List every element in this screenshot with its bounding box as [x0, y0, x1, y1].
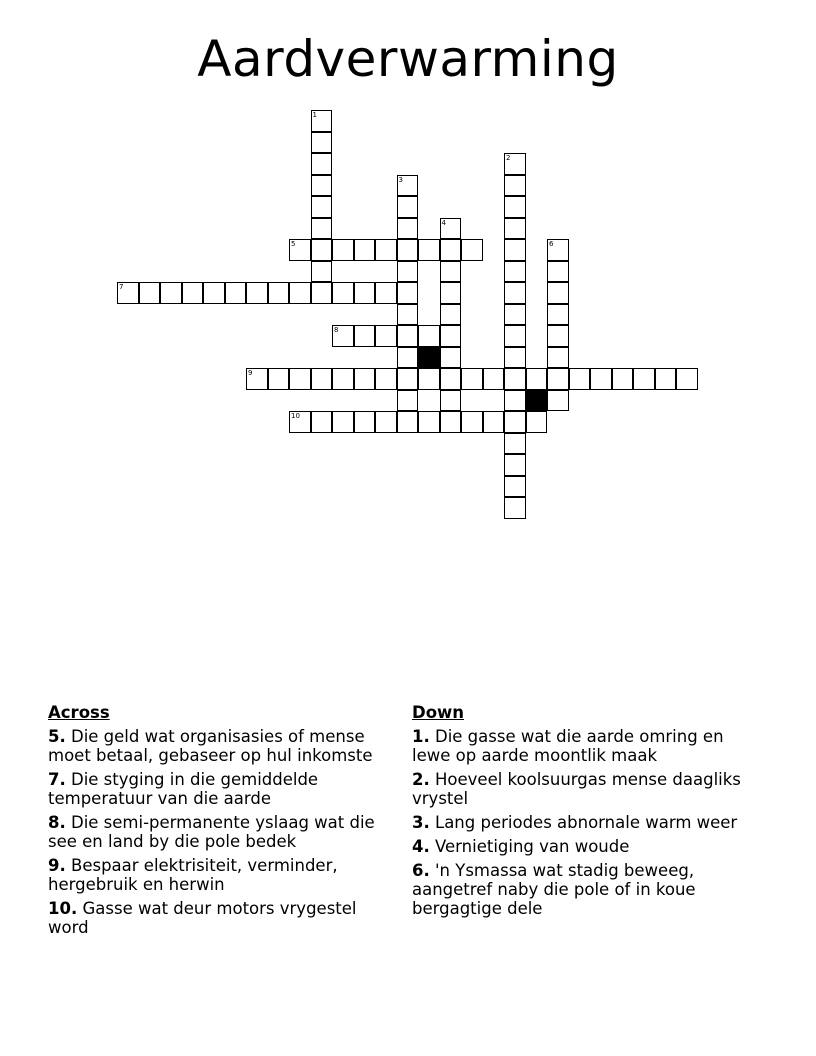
- clue-number: 10.: [48, 899, 78, 918]
- across-clue: [48, 813, 398, 851]
- clue-number: 7.: [48, 770, 66, 789]
- crossword-cell[interactable]: [504, 368, 526, 390]
- crossword-cell[interactable]: [504, 239, 526, 261]
- crossword-cell[interactable]: [440, 282, 462, 304]
- crossword-cell[interactable]: [547, 368, 569, 390]
- across-heading: Across: [48, 703, 110, 722]
- clue-number: 5.: [48, 727, 66, 746]
- crossword-cell[interactable]: [289, 239, 311, 261]
- clue-number: 6.: [412, 861, 430, 880]
- clue-number: 2.: [412, 770, 430, 789]
- clue-text: Vernietiging van woude: [435, 837, 630, 856]
- crossword-cell[interactable]: [332, 282, 354, 304]
- crossword-cell[interactable]: [504, 218, 526, 240]
- crossword-cell[interactable]: [676, 368, 698, 390]
- clue-text: Lang periodes abnornale warm weer: [435, 813, 738, 832]
- crossword-cell[interactable]: [311, 239, 333, 261]
- clue-number-label: 5: [291, 240, 296, 248]
- clue-text: Hoeveel koolsuurgas mense daagliks vrystel: [412, 770, 741, 808]
- crossword-cell[interactable]: [504, 454, 526, 476]
- crossword-cell[interactable]: [504, 390, 526, 412]
- crossword-cell[interactable]: [504, 476, 526, 498]
- down-clue: [412, 770, 757, 808]
- crossword-cell[interactable]: [311, 153, 333, 175]
- clue-number: 3.: [412, 813, 430, 832]
- crossword-cell[interactable]: [332, 325, 354, 347]
- crossword-cell[interactable]: [375, 411, 397, 433]
- crossword-cell[interactable]: [418, 325, 440, 347]
- crossword-cell[interactable]: [332, 239, 354, 261]
- crossword-cell[interactable]: [246, 368, 268, 390]
- crossword-cell[interactable]: [440, 368, 462, 390]
- crossword-cell[interactable]: [440, 325, 462, 347]
- crossword-cell[interactable]: [526, 368, 548, 390]
- crossword-cell[interactable]: [440, 239, 462, 261]
- crossword-cell[interactable]: [397, 282, 419, 304]
- crossword-cell[interactable]: [504, 497, 526, 519]
- crossword-cell[interactable]: [375, 325, 397, 347]
- crossword-cell[interactable]: [117, 282, 139, 304]
- crossword-cell[interactable]: [397, 196, 419, 218]
- clue-number-label: 7: [119, 283, 124, 291]
- down-clues: [412, 703, 757, 923]
- crossword-cell[interactable]: [504, 433, 526, 455]
- down-heading: Down: [412, 703, 465, 722]
- across-clue: [48, 899, 398, 937]
- crossword-cell[interactable]: [311, 411, 333, 433]
- crossword-cell[interactable]: [311, 282, 333, 304]
- crossword-cell[interactable]: [397, 175, 419, 197]
- clue-text: Die geld wat organisasies of mense moet betaal, gebaseer op hul inkomste: [48, 727, 373, 765]
- crossword-cell[interactable]: [311, 175, 333, 197]
- clue-text: Die styging in die gemiddelde temperatuur van die aarde: [48, 770, 319, 808]
- down-clue: [412, 727, 757, 765]
- clue-number-label: 8: [334, 326, 339, 334]
- clue-number-label: 3: [398, 175, 403, 184]
- crossword-cell[interactable]: [311, 110, 333, 132]
- crossword-cell[interactable]: [182, 282, 204, 304]
- crossword-cell[interactable]: [504, 196, 526, 218]
- crossword-cell[interactable]: [289, 282, 311, 304]
- crossword-cell[interactable]: [547, 261, 569, 283]
- crossword-cell[interactable]: [418, 411, 440, 433]
- crossword-cell[interactable]: [418, 239, 440, 261]
- crossword-cell[interactable]: [440, 411, 462, 433]
- crossword-cell[interactable]: [461, 368, 483, 390]
- clue-text: Bespaar elektrisiteit, verminder, hergebruik en herwin: [48, 856, 338, 894]
- crossword-cell[interactable]: [311, 196, 333, 218]
- crossword-cell[interactable]: [246, 282, 268, 304]
- crossword-cell[interactable]: [547, 239, 569, 261]
- crossword-cell[interactable]: [397, 239, 419, 261]
- crossword-cell[interactable]: [225, 282, 247, 304]
- crossword-cell[interactable]: [483, 411, 505, 433]
- crossword-cell[interactable]: [440, 347, 462, 369]
- crossword-cell[interactable]: [268, 282, 290, 304]
- crossword-cell[interactable]: [418, 368, 440, 390]
- clue-number-label: 2: [506, 154, 511, 162]
- clue-text: Die semi-permanente yslaag wat die see en land by die pole bedek: [48, 813, 375, 851]
- black-square: [526, 390, 548, 412]
- crossword-cell[interactable]: [311, 132, 333, 154]
- page-title: Aardverwarming: [197, 30, 619, 88]
- black-square: [418, 347, 440, 369]
- clue-number-label: 10: [291, 412, 300, 420]
- across-clues: [48, 703, 398, 942]
- across-clue: [48, 770, 398, 808]
- crossword-cell[interactable]: [332, 411, 354, 433]
- crossword-cell[interactable]: [397, 261, 419, 283]
- crossword-cell[interactable]: [268, 368, 290, 390]
- crossword-cell[interactable]: [354, 239, 376, 261]
- clue-number-label: 4: [441, 218, 446, 227]
- clue-number-label: 1: [312, 111, 317, 119]
- crossword-cell[interactable]: [139, 282, 161, 304]
- crossword-cell[interactable]: [397, 218, 419, 240]
- crossword-cell[interactable]: [547, 304, 569, 326]
- crossword-cell[interactable]: [354, 282, 376, 304]
- crossword-cell[interactable]: [440, 218, 462, 240]
- crossword-cell[interactable]: [440, 261, 462, 283]
- crossword-cell[interactable]: [547, 282, 569, 304]
- crossword-cell[interactable]: [655, 368, 677, 390]
- crossword-cell[interactable]: [397, 390, 419, 412]
- crossword-cell[interactable]: [311, 261, 333, 283]
- crossword-cell[interactable]: [547, 347, 569, 369]
- clue-text: 'n Ysmassa wat stadig beweeg, aangetref naby die pole of in koue bergagtige dele: [412, 861, 696, 918]
- crossword-cell[interactable]: [569, 368, 591, 390]
- clue-number: 9.: [48, 856, 66, 875]
- crossword-cell[interactable]: [203, 282, 225, 304]
- across-clue: [48, 727, 398, 765]
- clue-text: Gasse wat deur motors vrygestel word: [48, 899, 357, 937]
- clue-number: 4.: [412, 837, 430, 856]
- crossword-cell[interactable]: [633, 368, 655, 390]
- crossword-cell[interactable]: [354, 325, 376, 347]
- crossword-cell[interactable]: [397, 411, 419, 433]
- crossword-cell[interactable]: [289, 411, 311, 433]
- crossword-cell[interactable]: [440, 304, 462, 326]
- crossword-cell[interactable]: [397, 347, 419, 369]
- clue-number-label: 9: [248, 369, 253, 377]
- crossword-cell[interactable]: [504, 282, 526, 304]
- crossword-cell[interactable]: [397, 325, 419, 347]
- crossword-cell[interactable]: [311, 218, 333, 240]
- clue-text: Die gasse wat die aarde omring en lewe op aarde moontlik maak: [412, 727, 724, 765]
- crossword-cell[interactable]: [160, 282, 182, 304]
- crossword-cell[interactable]: [440, 390, 462, 412]
- crossword-cell[interactable]: [375, 282, 397, 304]
- crossword-cell[interactable]: [354, 411, 376, 433]
- crossword-cell[interactable]: [547, 390, 569, 412]
- crossword-cell[interactable]: [504, 325, 526, 347]
- crossword-cell[interactable]: [397, 368, 419, 390]
- crossword-cell[interactable]: [461, 411, 483, 433]
- crossword-cell[interactable]: [397, 304, 419, 326]
- down-clue: [412, 861, 757, 918]
- crossword-cell[interactable]: [311, 368, 333, 390]
- across-clue: [48, 856, 398, 894]
- crossword-cell[interactable]: [461, 239, 483, 261]
- crossword-cell[interactable]: [590, 368, 612, 390]
- down-clue: [412, 813, 757, 832]
- crossword-cell[interactable]: [504, 411, 526, 433]
- crossword-cell[interactable]: [375, 239, 397, 261]
- clue-number: 1.: [412, 727, 430, 746]
- clue-number: 8.: [48, 813, 66, 832]
- crossword-cell[interactable]: [289, 368, 311, 390]
- crossword-cell[interactable]: [483, 368, 505, 390]
- crossword-cell[interactable]: [504, 347, 526, 369]
- crossword-cell[interactable]: [375, 368, 397, 390]
- crossword-cell[interactable]: [526, 411, 548, 433]
- crossword-cell[interactable]: [504, 261, 526, 283]
- crossword-cell[interactable]: [612, 368, 634, 390]
- down-clue: [412, 837, 757, 856]
- clue-number-label: 6: [549, 240, 554, 248]
- crossword-cell[interactable]: [354, 368, 376, 390]
- crossword-cell[interactable]: [504, 175, 526, 197]
- crossword-cell[interactable]: [547, 325, 569, 347]
- crossword-cell[interactable]: [504, 304, 526, 326]
- crossword-cell[interactable]: [504, 153, 526, 175]
- crossword-cell[interactable]: [332, 368, 354, 390]
